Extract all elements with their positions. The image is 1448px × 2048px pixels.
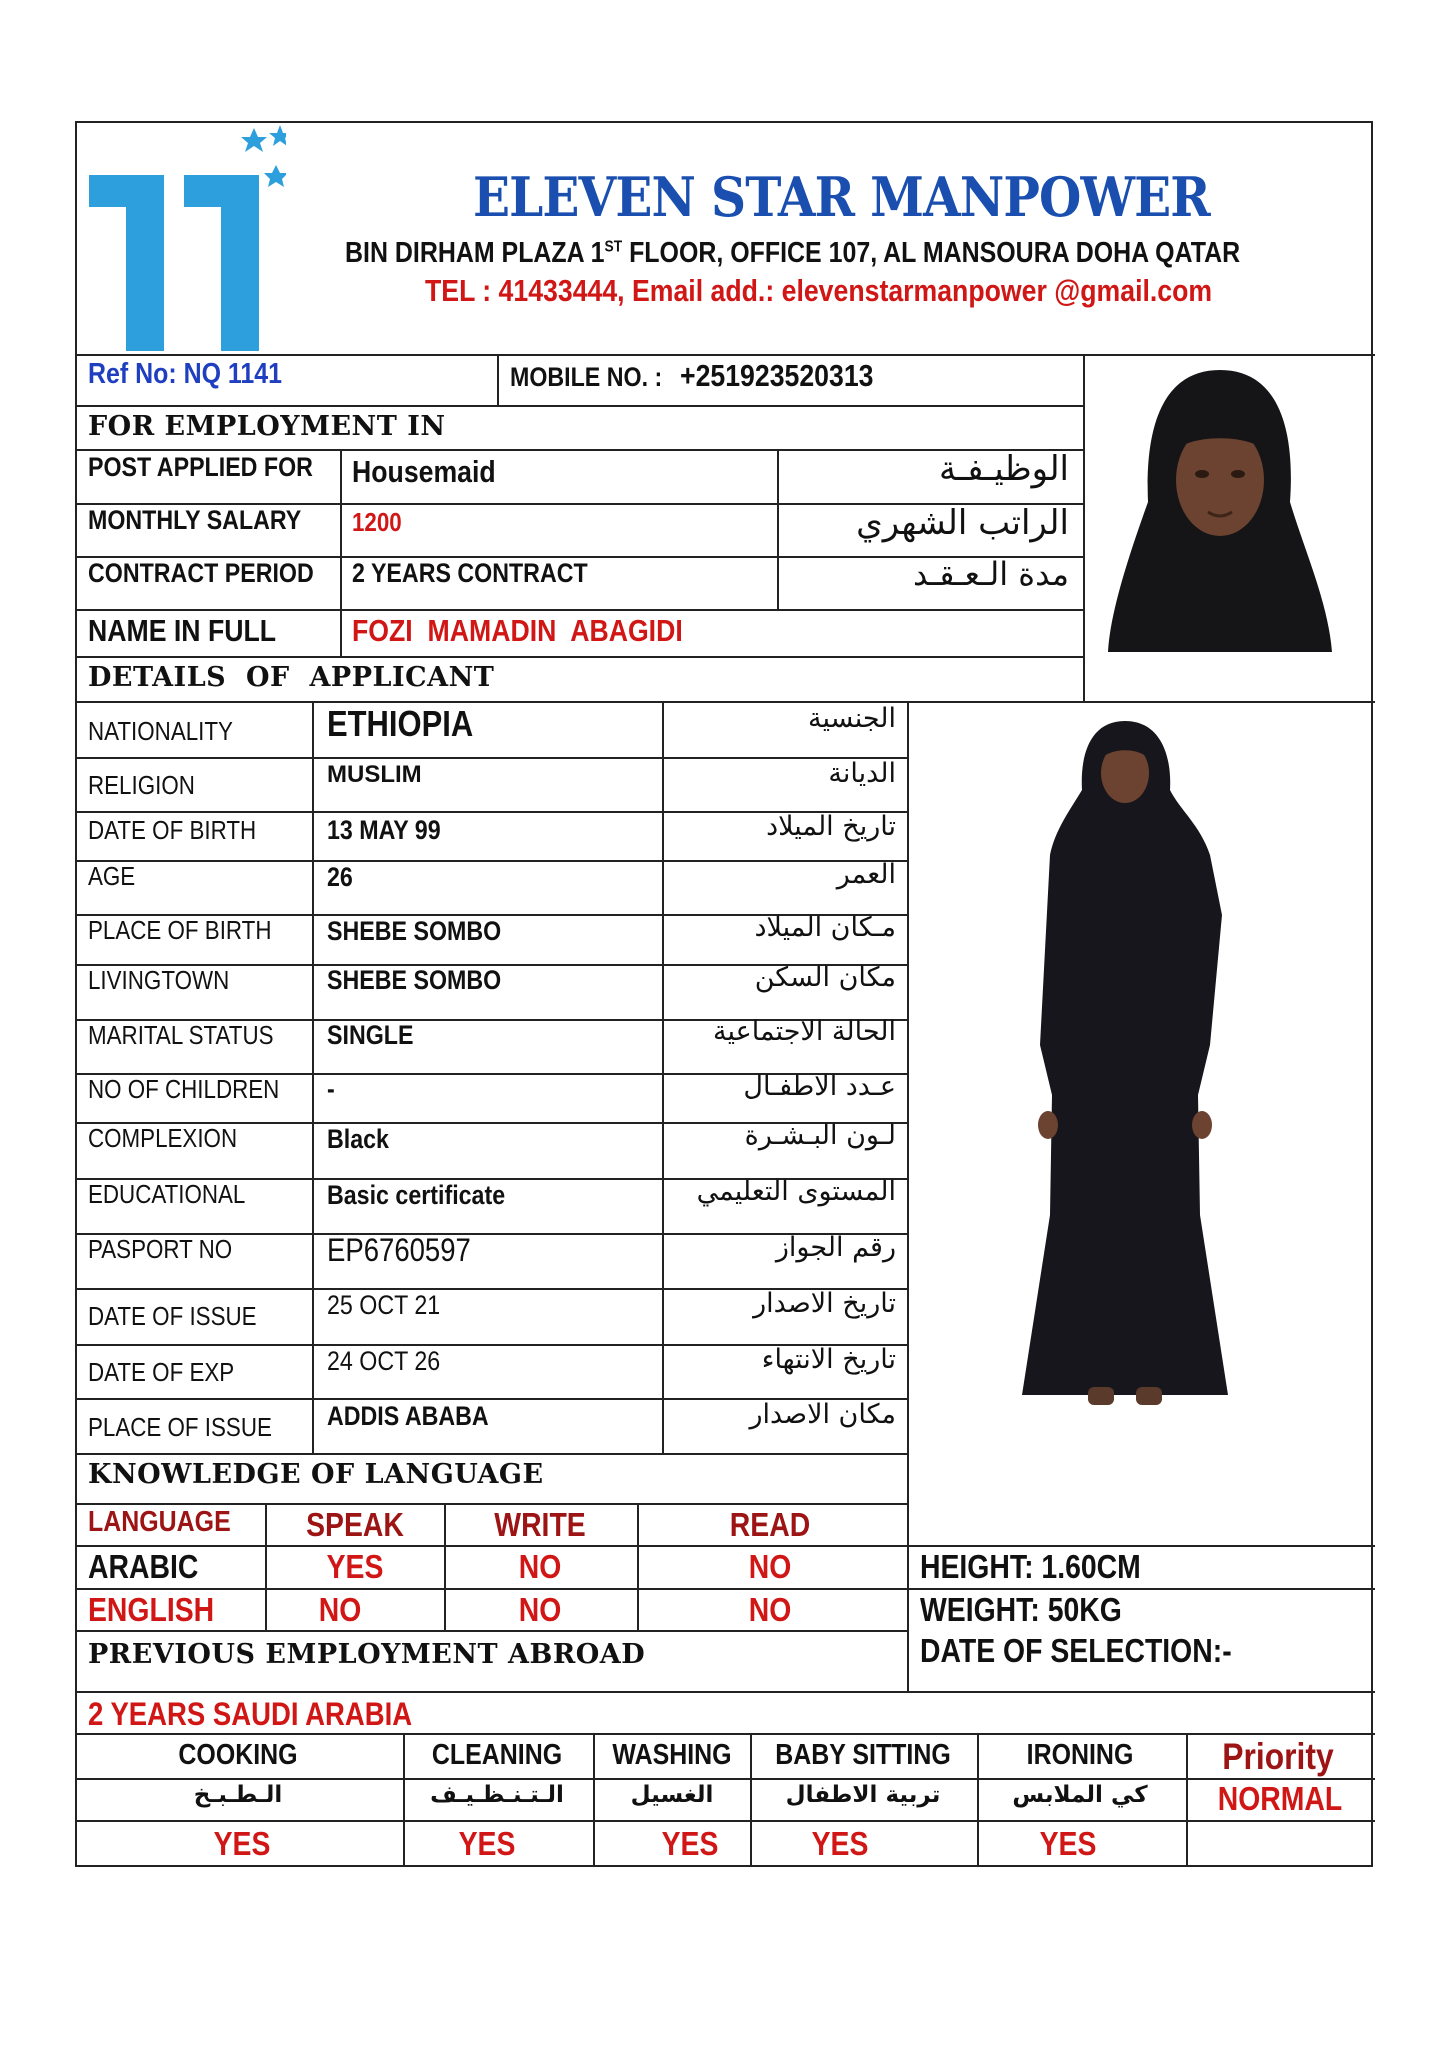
birthplace-label: PLACE OF BIRTH [88, 915, 272, 945]
lang-arabic-speak: YES [326, 1548, 384, 1585]
issue-place-label: PLACE OF ISSUE [88, 1412, 272, 1442]
lang-header-write: WRITE [494, 1506, 586, 1543]
children-label: NO OF CHILDREN [88, 1074, 280, 1104]
lang-english-read: NO [748, 1591, 792, 1628]
lang-header-read: READ [729, 1506, 811, 1543]
skill-ironing-value: YES [1039, 1825, 1097, 1862]
lang-english: ENGLISH [88, 1591, 215, 1628]
complexion-arabic: لـون البـشـرة [744, 1120, 896, 1151]
lang-english-write: NO [518, 1591, 562, 1628]
lang-header-speak: SPEAK [306, 1506, 404, 1543]
age-arabic: العمر [836, 859, 896, 890]
salary-value: 1200 [352, 507, 402, 537]
lang-arabic: ARABIC [88, 1548, 199, 1585]
complexion-label: COMPLEXION [88, 1123, 238, 1153]
children-arabic: عـدد الاطفـال [743, 1071, 896, 1102]
livingtown-arabic: مكان السكن [754, 962, 896, 993]
passport-arabic: رقم الجواز [775, 1232, 896, 1263]
star-icon [241, 128, 267, 152]
religion-value: MUSLIM [327, 761, 422, 788]
marital-arabic: الحالة الاجتماعية [713, 1016, 896, 1047]
weight-value: WEIGHT: 50KG [920, 1591, 1122, 1628]
priority-label: Priority [1222, 1736, 1334, 1777]
name-label: NAME IN FULL [88, 613, 277, 648]
nationality-label: NATIONALITY [88, 716, 233, 746]
passport-label: PASPORT NO [88, 1234, 233, 1264]
nationality-arabic: الجنسية [807, 703, 896, 734]
salary-arabic: الراتب الشهري [856, 503, 1069, 543]
section-title-language: KNOWLEDGE OF LANGUAGE [88, 1459, 544, 1490]
contract-value: 2 YEARS CONTRACT [352, 558, 588, 588]
selection-date-label: DATE OF SELECTION:- [920, 1632, 1232, 1669]
contract-label: CONTRACT PERIOD [88, 558, 314, 588]
issue-place-value: ADDIS ABABA [327, 1401, 489, 1431]
skill-cooking-label: COOKING [178, 1739, 298, 1771]
religion-arabic: الديانة [828, 758, 896, 789]
contract-arabic: مدة الـعـقـد [912, 555, 1069, 593]
portrait-photo [1100, 362, 1340, 652]
dob-arabic: تاريخ الميلاد [766, 811, 896, 842]
name-value: FOZI MAMADIN ABAGIDI [352, 613, 683, 648]
skill-washing-value: YES [661, 1825, 719, 1862]
star-icon [269, 125, 286, 146]
education-label: EDUCATIONAL [88, 1179, 246, 1209]
passport-value: EP6760597 [327, 1232, 471, 1268]
issue-date-arabic: تاريخ الاصدار [753, 1288, 896, 1319]
mobile-label: MOBILE NO. : [510, 362, 663, 392]
skill-ironing-label: IRONING [1026, 1739, 1134, 1771]
education-arabic: المستوى التعليمي [696, 1176, 896, 1207]
skill-cleaning-value: YES [458, 1825, 516, 1862]
skill-babysitting-label: BABY SITTING [775, 1739, 951, 1771]
priority-value: NORMAL [1217, 1780, 1343, 1817]
section-title-applicant: DETAILS OF APPLICANT [88, 662, 495, 693]
livingtown-value: SHEBE SOMBO [327, 965, 502, 995]
height-value: HEIGHT: 1.60CM [920, 1548, 1141, 1585]
lang-header-language: LANGUAGE [88, 1506, 231, 1538]
expiry-date-value: 24 OCT 26 [327, 1346, 441, 1376]
expiry-date-label: DATE OF EXP [88, 1357, 235, 1387]
lang-arabic-read: NO [748, 1548, 792, 1585]
education-value: Basic certificate [327, 1180, 506, 1210]
birthplace-arabic: مـكان الميلاد [754, 912, 896, 943]
skill-cooking-arabic: الـطـبـخ [193, 1782, 283, 1808]
skill-cleaning-label: CLEANING [431, 1739, 563, 1771]
lang-arabic-write: NO [518, 1548, 562, 1585]
lang-english-speak: NO [318, 1591, 362, 1628]
star-icon [264, 165, 286, 187]
nationality-value: ETHIOPIA [327, 703, 474, 744]
marital-label: MARITAL STATUS [88, 1020, 274, 1050]
dob-value: 13 MAY 99 [327, 815, 441, 845]
issue-date-label: DATE OF ISSUE [88, 1301, 257, 1331]
previous-employment-value: 2 YEARS SAUDI ARABIA [88, 1696, 413, 1732]
dob-label: DATE OF BIRTH [88, 815, 257, 845]
marital-value: SINGLE [327, 1020, 414, 1050]
full-body-photo [1010, 715, 1240, 1415]
skill-babysitting-arabic: تربية الاطفال [785, 1782, 941, 1808]
post-value: Housemaid [352, 454, 496, 489]
post-arabic: الوظيـفـة [938, 449, 1069, 489]
skill-cleaning-arabic: الـتـنـظـيـف [430, 1782, 564, 1808]
age-value: 26 [327, 862, 353, 892]
age-label: AGE [88, 861, 136, 891]
complexion-value: Black [327, 1124, 389, 1154]
skill-babysitting-value: YES [811, 1825, 869, 1862]
expiry-date-arabic: تاريخ الانتهاء [761, 1344, 896, 1375]
issue-place-arabic: مكان الاصدار [749, 1399, 896, 1430]
company-logo [86, 125, 286, 353]
mobile-number: +251923520313 [680, 358, 874, 393]
ref-number: Ref No: NQ 1141 [88, 358, 283, 390]
company-contact: TEL : 41433444, Email add.: elevenstarmanpower @gmail.com [425, 273, 1213, 308]
birthplace-value: SHEBE SOMBO [327, 916, 502, 946]
religion-label: RELIGION [88, 770, 195, 800]
company-name: ELEVEN STAR MANPOWER [473, 165, 1210, 229]
salary-label: MONTHLY SALARY [88, 505, 302, 535]
livingtown-label: LIVINGTOWN [88, 965, 230, 995]
children-value: - [327, 1074, 335, 1104]
skill-ironing-arabic: كي الملابس [1012, 1782, 1148, 1808]
company-address: BIN DIRHAM PLAZA 1ST FLOOR, OFFICE 107, AL MANSOURA DOHA QATAR [345, 237, 1241, 269]
section-title-previous: PREVIOUS EMPLOYMENT ABROAD [88, 1639, 646, 1670]
post-label: POST APPLIED FOR [88, 452, 313, 482]
issue-date-value: 25 OCT 21 [327, 1290, 441, 1320]
skill-washing-label: WASHING [612, 1739, 732, 1771]
skill-cooking-value: YES [213, 1825, 271, 1862]
section-title-employment: FOR EMPLOYMENT IN [88, 411, 446, 442]
skill-washing-arabic: الغسيل [630, 1782, 714, 1808]
